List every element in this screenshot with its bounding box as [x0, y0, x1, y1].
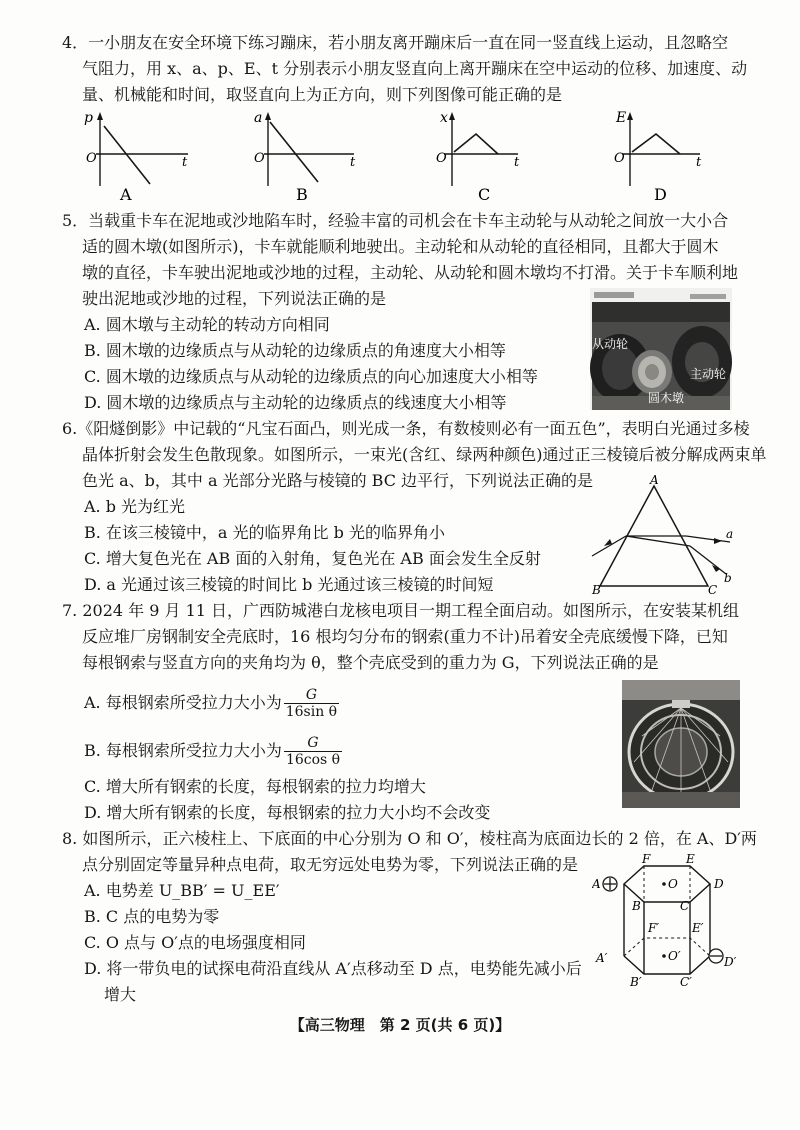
- q4-a-label: A: [120, 185, 132, 204]
- q7-option-a-text: A. 每根钢索所受拉力大小为: [84, 693, 282, 712]
- q4-a-origin: O: [86, 151, 97, 166]
- q7-shell-photo: [622, 680, 740, 808]
- q6-option-b: B. 在该三棱镜中，a 光的临界角比 b 光的临界角小: [84, 523, 445, 542]
- q8-label-C: C: [680, 899, 690, 913]
- q6-stem-line-1: 6.《阳燧倒影》中记载的“凡宝石面凸，则光成一条，有数棱则必有一面五色”，表明白光通过多棱: [62, 419, 750, 438]
- q6-option-a: A. b 光为红光: [84, 497, 186, 516]
- q8-hex-prism-diagram: [592, 852, 744, 992]
- q4-a-yaxis: p: [84, 110, 93, 126]
- q7-stem-line-1: 7. 2024 年 9 月 11 日，广西防城港白龙核电项目一期工程全面启动。如图所示，在安装某机组: [62, 601, 740, 620]
- q4-c-origin: O: [436, 151, 447, 166]
- q8-label-Op: O′: [668, 949, 681, 963]
- q4-stem-line-2: 气阻力，用 x、a、p、E、t 分别表示小朋友竖直向上离开蹦床在空中运动的位移、加速度、动: [82, 59, 748, 78]
- q5-stem-line-2: 适的圆木墩(如图所示)，卡车就能顺利地驶出。主动轮和从动轮的直径相同，且都大于圆木: [82, 237, 719, 256]
- q6-label-b: b: [724, 571, 732, 585]
- q4-b-yaxis: a: [254, 110, 263, 126]
- q4-stem-line-1: 4．一小朋友在安全环境下练习蹦床，若小朋友离开蹦床后一直在同一竖直线上运动，且忽略空: [62, 33, 729, 52]
- q7-option-c: C. 增大所有钢索的长度，每根钢索的拉力均增大: [84, 777, 426, 796]
- q4-c-xaxis: t: [514, 155, 520, 170]
- q7-option-b-num: G: [284, 735, 342, 752]
- q4-graph-d: [614, 110, 702, 204]
- q8-label-Ep: E′: [692, 921, 704, 935]
- q4-a-xaxis: t: [182, 155, 188, 170]
- q4-b-xaxis: t: [350, 155, 356, 170]
- q8-option-a: A. 电势差 U_BB′ = U_EE′: [84, 881, 280, 900]
- q8-option-b: B. C 点的电势为零: [84, 907, 220, 926]
- q6-option-c: C. 增大复色光在 AB 面的入射角，复色光在 AB 面会发生全反射: [84, 549, 541, 568]
- q5-stem-line-4: 驶出泥地或沙地的过程，下列说法正确的是: [82, 289, 387, 308]
- q8-label-B: B: [632, 899, 641, 913]
- q5-option-d: D. 圆木墩的边缘质点与主动轮的边缘质点的线速度大小相等: [84, 393, 507, 412]
- q5-option-b: B. 圆木墩的边缘质点与从动轮的边缘质点的角速度大小相等: [84, 341, 506, 360]
- q8-label-Ap: A′: [596, 951, 608, 965]
- q8-option-c: C. O 点与 O′点的电场强度相同: [84, 933, 306, 952]
- q4-c-label: C: [478, 185, 491, 204]
- q6-prism-diagram: [590, 474, 740, 596]
- q6-label-B: B: [592, 583, 601, 596]
- q8-label-Bp: B′: [630, 975, 642, 989]
- q8-label-E: E: [686, 852, 695, 866]
- q6-label-C: C: [708, 583, 718, 596]
- q5-stem-line-1: 5．当载重卡车在泥地或沙地陷车时，经验丰富的司机会在卡车主动轮与从动轮之间放一大小合: [62, 211, 729, 230]
- q5-truck-photo: [590, 288, 732, 410]
- q8-label-F: F: [642, 852, 651, 866]
- q7-option-d: D. 增大所有钢索的长度，每根钢索的拉力大小均不会改变: [84, 803, 491, 822]
- q4-stem-line-3: 量、机械能和时间，取竖直向上为正方向，则下列图像可能正确的是: [82, 85, 563, 104]
- q4-d-xaxis: t: [696, 155, 702, 170]
- q7-option-b-fraction: [284, 735, 342, 768]
- q7-option-a: [84, 686, 339, 720]
- q7-stem-line-2: 反应堆厂房钢制安全壳底时，16 根均匀分布的钢索(重力不计)吊着安全壳底缓慢下降，已知: [82, 627, 728, 646]
- q4-graph-c: [436, 110, 520, 204]
- q4-d-origin: O: [614, 151, 625, 166]
- q7-option-a-den: 16sin θ: [285, 704, 338, 720]
- q5-option-a: A. 圆木墩与主动轮的转动方向相同: [84, 315, 330, 334]
- q8-stem-line-2: 点分别固定等量异种点电荷，取无穷远处电势为零，下列说法正确的是: [82, 855, 579, 874]
- q5-option-c: C. 圆木墩的边缘质点与从动轮的边缘质点的向心加速度大小相等: [84, 367, 538, 386]
- q6-option-d: D. a 光通过该三棱镜的时间比 b 光通过该三棱镜的时间短: [84, 575, 494, 594]
- q8-option-d-line-2: 增大: [104, 985, 137, 1004]
- q4-d-label: D: [654, 185, 667, 204]
- q4-graph-a: [84, 110, 188, 204]
- q5-label-driven: 从动轮: [592, 337, 629, 351]
- q8-label-O: O: [668, 877, 678, 891]
- q8-label-Cp: C′: [680, 975, 692, 989]
- q6-label-a: a: [726, 527, 734, 541]
- q7-option-a-num: G: [284, 687, 339, 704]
- q8-label-Fp: F′: [648, 921, 660, 935]
- q4-b-label: B: [296, 185, 308, 204]
- q4-c-yaxis: x: [440, 110, 448, 126]
- q6-stem-line-2: 晶体折射会发生色散现象。如图所示，一束光(含红、绿两种颜色)通过正三棱镜后被分解成两束单: [82, 445, 767, 464]
- q4-b-origin: O: [254, 151, 265, 166]
- q8-stem-line-1: 8. 如图所示，正六棱柱上、下底面的中心分别为 O 和 O′，棱柱高为底面边长的 2 倍，在 A、D′两: [62, 829, 757, 848]
- q4-graph-b: [254, 110, 356, 204]
- q5-stem-line-3: 墩的直径，卡车驶出泥地或沙地的过程，主动轮、从动轮和圆木墩均不打滑。关于卡车顺利地: [82, 263, 739, 282]
- q5-label-log: 圆木墩: [648, 391, 685, 405]
- q7-option-a-fraction: [284, 687, 339, 720]
- q8-label-A: A: [592, 877, 601, 891]
- q6-label-A: A: [650, 474, 659, 487]
- q8-label-Dp: D′: [724, 955, 737, 969]
- q5-label-driving: 主动轮: [690, 367, 727, 381]
- q4-d-yaxis: E: [616, 110, 627, 126]
- q8-option-d-line-1: D. 将一带负电的试探电荷沿直线从 A′点移动至 D 点，电势能先减小后: [84, 959, 582, 978]
- q4-graphs: [70, 108, 730, 204]
- q6-stem-line-3: 色光 a、b，其中 a 光部分光路与棱镜的 BC 边平行，下列说法正确的是: [82, 471, 594, 490]
- q7-option-b-text: B. 每根钢索所受拉力大小为: [84, 741, 282, 760]
- q8-label-D: D: [714, 877, 724, 891]
- q7-option-b: [84, 734, 342, 768]
- q7-stem-line-3: 每根钢索与竖直方向的夹角均为 θ，整个壳底受到的重力为 G，下列说法正确的是: [82, 653, 659, 672]
- q7-option-b-den: 16cos θ: [285, 752, 341, 768]
- page-footer: 【高三物理 第 2 页(共 6 页)】: [289, 1016, 511, 1034]
